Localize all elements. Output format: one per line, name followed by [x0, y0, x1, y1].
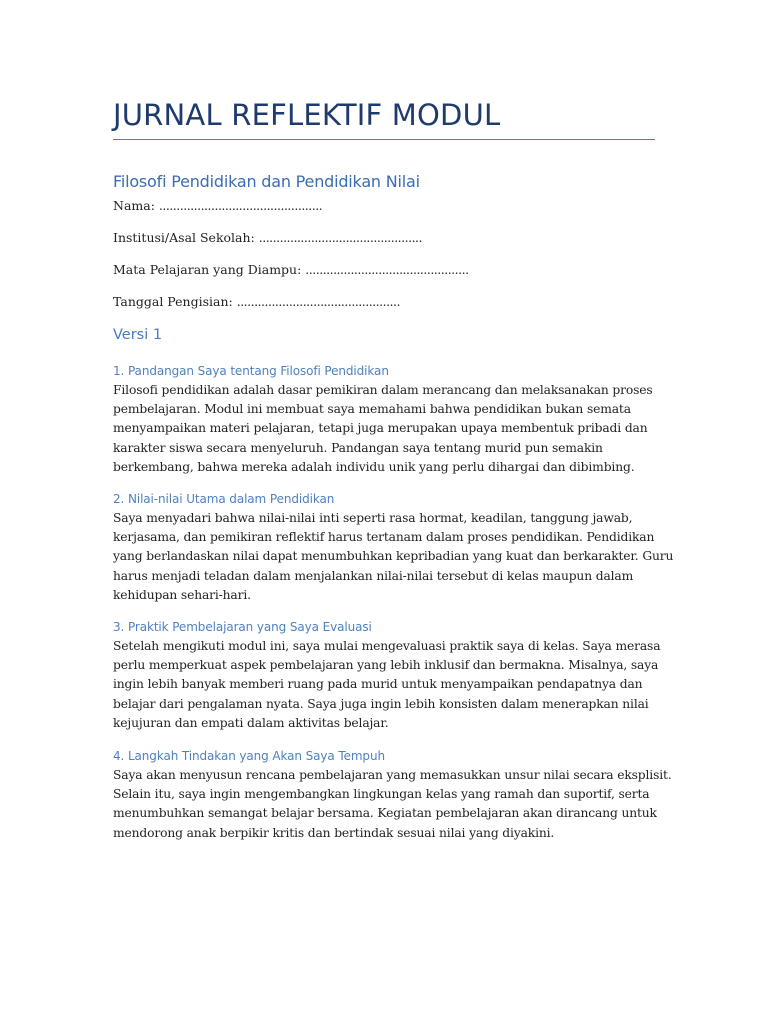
- paragraph-line: yang berlandaskan nilai dapat menumbuhkan kepribadian yang kuat dan berkarakter. Guru: [113, 549, 674, 564]
- document-title: JURNAL REFLEKTIF MODUL: [113, 98, 501, 132]
- paragraph-line: Filosofi pendidikan adalah dasar pemikiran dalam merancang dan melaksanakan proses: [113, 383, 653, 397]
- paragraph-line: menumbuhkan semangat belajar bersama. Kegiatan pembelajaran akan dirancang untuk: [113, 806, 657, 821]
- paragraph-line: Saya menyadari bahwa nilai-nilai inti seperti rasa hormat, keadilan, tanggung jawab,: [113, 511, 633, 525]
- paragraph-line: kejujuran dan empati dalam aktivitas belajar.: [113, 715, 389, 730]
- document-subtitle: Filosofi Pendidikan dan Pendidikan Nilai: [113, 172, 420, 191]
- paragraph-line: kehidupan sehari-hari.: [113, 587, 251, 602]
- paragraph-line: perlu memperkuat aspek pembelajaran yang lebih inklusif dan bermakna. Misalnya, saya: [113, 658, 659, 673]
- paragraph-line: harus menjadi teladan dalam menjalankan nilai-nilai tersebut di kelas maupun dalam: [113, 568, 634, 583]
- section-heading-3: 3. Praktik Pembelajaran yang Saya Evaluasi: [113, 620, 372, 634]
- field-label: Nama:: [113, 198, 155, 213]
- field-value: ...............................................: [158, 198, 323, 213]
- paragraph-line: karakter siswa secara menyeluruh. Pandangan saya tentang murid pun semakin: [113, 440, 603, 455]
- section-paragraph-3: [113, 637, 661, 733]
- field-label: Mata Pelajaran yang Diampu:: [113, 262, 302, 277]
- paragraph-line: berkembang, bahwa mereka adalah individu unik yang perlu dihargai dan dibimbing.: [113, 459, 635, 474]
- field-label: Institusi/Asal Sekolah:: [113, 230, 255, 245]
- field-nama: [113, 197, 322, 215]
- field-tanggal: [113, 293, 400, 311]
- section-paragraph-4: [113, 766, 672, 843]
- paragraph-line: Selain itu, saya ingin mengembangkan lingkungan kelas yang ramah dan suportif, serta: [113, 787, 650, 802]
- section-heading-2: 2. Nilai-nilai Utama dalam Pendidikan: [113, 492, 335, 506]
- field-value: ...............................................: [236, 294, 400, 309]
- paragraph-line: menyampaikan materi pelajaran, tetapi juga merupakan upaya membentuk pribadi dan: [113, 421, 648, 436]
- title-underline: [113, 139, 655, 140]
- paragraph-line: kerjasama, dan pemikiran reflektif harus tertanam dalam proses pendidikan. Pendidikan: [113, 530, 655, 545]
- section-paragraph-2: [113, 509, 674, 605]
- paragraph-line: ingin lebih banyak memberi ruang pada murid untuk menyampaikan pendapatnya dan: [113, 677, 643, 692]
- paragraph-line: Setelah mengikuti modul ini, saya mulai mengevaluasi praktik saya di kelas. Saya merasa: [113, 639, 661, 653]
- field-value: ...............................................: [305, 262, 469, 277]
- paragraph-line: mendorong anak berpikir kritis dan bertindak sesuai nilai yang diyakini.: [113, 825, 555, 840]
- field-value: ...............................................: [258, 230, 422, 245]
- version-heading: Versi 1: [113, 327, 163, 343]
- field-institusi: [113, 229, 422, 247]
- section-heading-1: 1. Pandangan Saya tentang Filosofi Pendidikan: [113, 364, 389, 378]
- field-mata-pelajaran: [113, 261, 469, 279]
- paragraph-line: pembelajaran. Modul ini membuat saya memahami bahwa pendidikan bukan semata: [113, 402, 631, 417]
- paragraph-line: Saya akan menyusun rencana pembelajaran yang memasukkan unsur nilai secara eksplisit.: [113, 768, 672, 782]
- section-paragraph-1: [113, 381, 655, 477]
- section-heading-4: 4. Langkah Tindakan yang Akan Saya Tempuh: [113, 749, 385, 763]
- field-label: Tanggal Pengisian:: [113, 294, 233, 309]
- paragraph-line: belajar dari pengalaman nyata. Saya juga ingin lebih konsisten dalam menerapkan nilai: [113, 696, 649, 711]
